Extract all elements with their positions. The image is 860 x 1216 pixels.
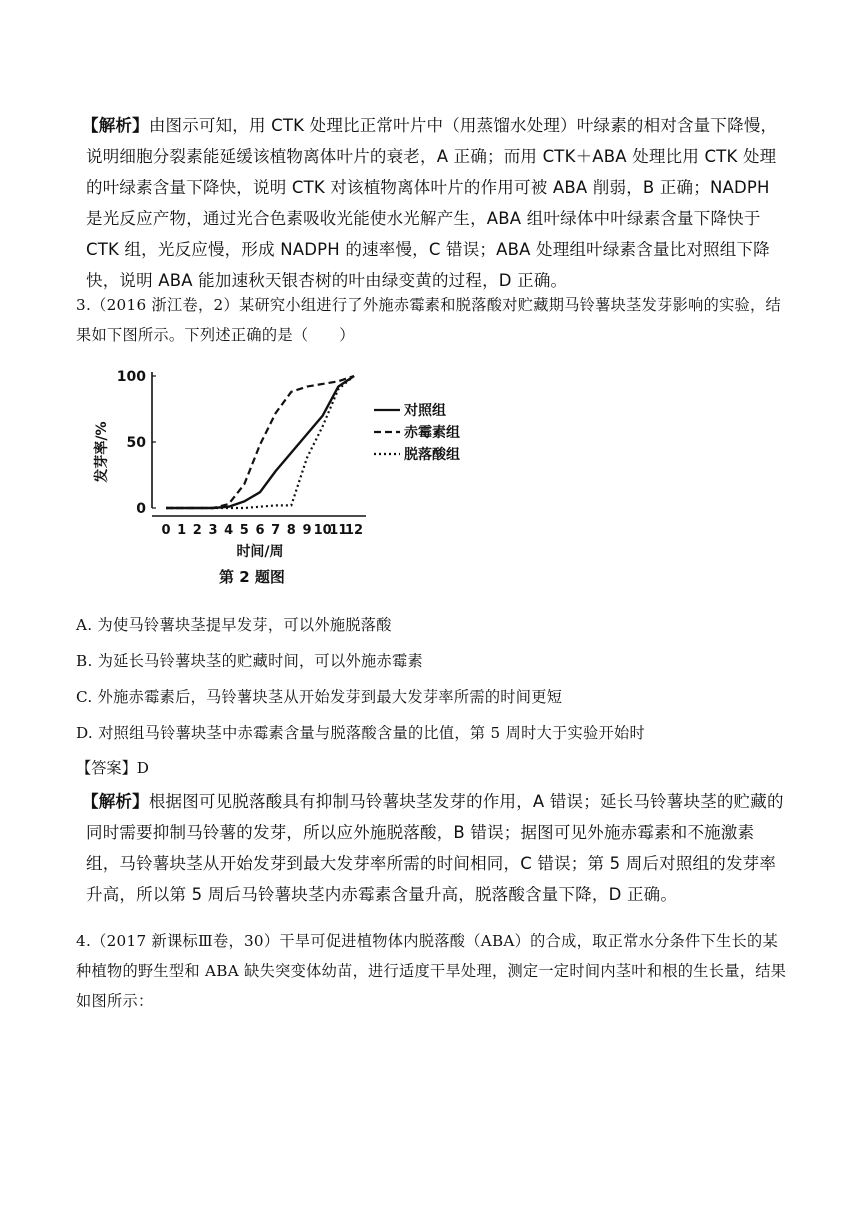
germination-chart-figure [92,356,492,596]
x-tick-label: 7 [271,523,281,538]
x-tick-label: 11 [329,523,348,538]
y-tick-label: 100 [116,369,146,385]
question-4-stem: 4.（2017 新课标Ⅲ卷，30）干旱可促进植物体内脱落酸（ABA）的合成，取正常水分条件下生长的某种植物的野生型和 ABA 缺失突变体幼苗，进行适度干旱处理，测定一定时间内茎叶和根的生长量，结果如图所示： [76,932,787,1010]
germination-line-chart [92,356,492,596]
option-d: D. 对照组马铃薯块茎中赤霉素含量与脱落酸含量的比值，第 5 周时大于实验开始时 [76,724,645,742]
legend-label: 脱落酸组 [404,447,460,463]
legend-label: 对照组 [404,403,446,419]
option-c: C. 外施赤霉素后，马铃薯块茎从开始发芽到最大发芽率所需的时间更短 [76,688,563,706]
option-b: B. 为延长马铃薯块茎的贮藏时间，可以外施赤霉素 [76,652,423,670]
x-tick-label: 0 [161,523,171,538]
x-tick-label: 1 [177,523,187,538]
x-axis-title: 时间/周 [236,544,284,560]
analysis-paragraph-1 [82,110,786,296]
figure-caption: 第 2 题图 [219,568,285,586]
analysis-tag: 【解析】 [82,792,149,811]
series-line-1 [166,376,354,508]
answer-value: D [136,759,149,777]
x-tick-label: 2 [192,523,202,538]
series-line-3 [166,376,354,508]
analysis-tag: 【解析】 [82,116,149,135]
analysis-text: 根据图可见脱落酸具有抑制马铃薯块茎发芽的作用，A 错误；延长马铃薯块茎的贮藏的同时需要抑制马铃薯的发芽，所以应外施脱落酸，B 错误；据图可见外施赤霉素和不施激素组，马铃薯块茎从开始发芽到最大发芽率所需的时间相同，C 错误；第 5 周后对照组的发芽率升高，所以第 5 周后马铃薯块茎内赤霉素含量升高，脱落酸含量下降，D 正确。 [86,792,784,904]
legend-label: 赤霉素组 [404,425,460,441]
option-a: A. 为使马铃薯块茎提早发芽，可以外施脱落酸 [76,616,392,634]
x-tick-label: 5 [239,523,249,538]
x-tick-label: 9 [302,523,312,538]
y-axis-title: 发芽率/% [94,421,110,483]
question-3-stem: 3.（2016 浙江卷，2）某研究小组进行了外施赤霉素和脱落酸对贮藏期马铃薯块茎发芽影响的实验，结果如下图所示。下列述正确的是（ ） [76,296,782,344]
x-tick-label: 6 [255,523,265,538]
y-tick-label: 50 [126,435,146,451]
series-line-2 [166,376,354,508]
x-tick-label: 8 [286,523,296,538]
x-tick-label: 10 [313,523,332,538]
analysis-text: 由图示可知，用 CTK 处理比正常叶片中（用蒸馏水处理）叶绿素的相对含量下降慢，说明细胞分裂素能延缓该植物离体叶片的衰老，A 正确；而用 CTK＋ABA 处理比用 CTK 处理的叶绿素含量下降快，说明 CTK 对该植物离体叶片的作用可被 ABA 削弱，B 正确；NADPH 是光反应产物，通过光合色素吸收光能使水光解产生，ABA 组叶绿体中叶绿素含量下降快于 CTK 组，光反应慢，形成 NADPH 的速率慢，C 错误；ABA 处理组叶绿素含量比对照组下降快，说明 ABA 能加速秋天银杏树的叶由绿变黄的过程，D 正确。 [86,116,778,290]
answer-tag: 【答案】 [76,759,137,777]
analysis-paragraph-2 [82,786,786,910]
x-tick-label: 12 [344,523,364,538]
x-tick-label: 4 [224,523,234,538]
y-tick-label: 0 [136,501,146,517]
x-tick-label: 3 [208,523,218,538]
answer-line [76,757,149,779]
